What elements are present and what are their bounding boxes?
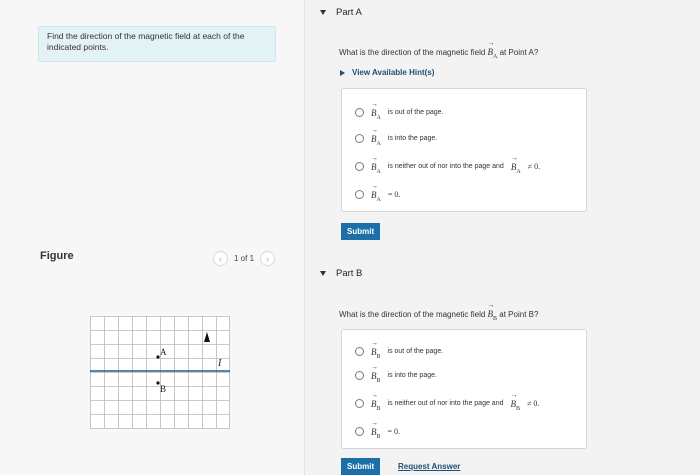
- question-text: What is the direction of the magnetic field: [339, 310, 486, 319]
- figure-panel: [0, 0, 305, 475]
- option-text: is into the page.: [387, 135, 438, 143]
- option-a-zero[interactable]: [355, 187, 400, 203]
- wire-grid-diagram: [90, 316, 230, 429]
- collapse-caret-icon: [320, 271, 326, 276]
- option-a-out[interactable]: [355, 105, 444, 121]
- b-subscript: B: [376, 353, 381, 360]
- part-b-title: Part B: [336, 268, 363, 279]
- point-b-label: B: [160, 384, 167, 394]
- b-vector-symbol: → $B_B$: [371, 396, 381, 412]
- radio-button[interactable]: [355, 371, 364, 380]
- b-vector-symbol: → $B_B$: [371, 368, 381, 384]
- question-suffix: at Point B?: [499, 310, 539, 319]
- collapse-caret-icon: [320, 10, 326, 15]
- option-b-zero[interactable]: [355, 424, 400, 440]
- option-b-neither[interactable]: [355, 396, 539, 412]
- part-a-question: [339, 44, 538, 60]
- problem-statement: [38, 26, 276, 62]
- option-a-into[interactable]: [355, 131, 437, 147]
- b-symbol: B: [487, 309, 494, 319]
- b-vector-symbol: [488, 44, 498, 60]
- b-subscript: B: [376, 433, 381, 440]
- option-math: ≠ 0.: [527, 399, 540, 409]
- part-b-options: [341, 329, 587, 449]
- option-math: = 0.: [387, 190, 401, 200]
- question-suffix: at Point A?: [499, 48, 539, 57]
- figure-pager: [213, 251, 275, 266]
- next-figure-button[interactable]: [260, 251, 275, 266]
- b-subscript: A: [493, 53, 498, 60]
- b-vector-symbol: → $B_A$: [371, 187, 381, 203]
- radio-button[interactable]: [355, 427, 364, 436]
- b-symbol: B: [487, 47, 494, 57]
- question-text: What is the direction of the magnetic field: [339, 48, 486, 57]
- part-b-question: [339, 306, 538, 322]
- radio-button[interactable]: [355, 399, 364, 408]
- b-subscript: B: [376, 405, 381, 412]
- b-vector-symbol: → $B_A$: [371, 131, 381, 147]
- option-text: is out of the page.: [387, 348, 444, 356]
- b-subscript: A: [516, 168, 521, 175]
- current-label: I: [218, 358, 222, 369]
- b-subscript: A: [376, 114, 381, 121]
- part-b-submit-button[interactable]: Submit: [341, 458, 380, 475]
- option-a-neither[interactable]: [355, 159, 540, 175]
- b-subscript: B: [376, 377, 381, 384]
- question-panel: [306, 0, 700, 475]
- b-vector-symbol: → $B_A$: [371, 159, 381, 175]
- view-hints-link[interactable]: [340, 68, 434, 77]
- problem-text: Find the direction of the magnetic field at each of the indicated points.: [47, 31, 245, 52]
- b-vector-symbol: → $B_A$: [371, 105, 381, 121]
- b-vector-symbol: → $B_B$: [511, 396, 521, 412]
- radio-button[interactable]: [355, 108, 364, 117]
- option-math: ≠ 0.: [527, 162, 541, 172]
- radio-button[interactable]: [355, 162, 364, 171]
- option-text: is neither out of nor into the page and: [387, 400, 504, 408]
- hint-label: View Available Hint(s): [352, 68, 435, 77]
- b-vector-symbol: → $B_B$: [371, 344, 381, 360]
- figure-title: Figure: [40, 250, 74, 262]
- request-answer-link[interactable]: Request Answer: [398, 462, 461, 471]
- b-subscript: B: [516, 405, 521, 412]
- expand-caret-icon: [340, 70, 345, 76]
- b-subscript: A: [376, 196, 381, 203]
- b-subscript: B: [493, 315, 498, 322]
- option-text: is into the page.: [387, 372, 437, 380]
- option-text: is out of the page.: [387, 109, 444, 117]
- radio-button[interactable]: [355, 190, 364, 199]
- prev-figure-button[interactable]: [213, 251, 228, 266]
- option-math: = 0.: [387, 427, 401, 437]
- option-b-into[interactable]: [355, 368, 437, 384]
- b-subscript: A: [376, 168, 381, 175]
- b-vector-symbol: [488, 306, 498, 322]
- part-a-header[interactable]: [320, 7, 362, 18]
- figure-image: [90, 316, 230, 429]
- part-a-submit-button[interactable]: Submit: [341, 223, 380, 240]
- chevron-right-icon: ›: [266, 253, 270, 264]
- part-b-header[interactable]: [320, 268, 362, 279]
- figure-page-count: 1 of 1: [234, 254, 255, 263]
- b-vector-symbol: → $B_B$: [371, 424, 381, 440]
- option-b-out[interactable]: [355, 344, 443, 360]
- radio-button[interactable]: [355, 134, 364, 143]
- b-vector-symbol: → $B_A$: [511, 159, 521, 175]
- option-text: is neither out of nor into the page and: [387, 163, 504, 171]
- part-a-options: [341, 88, 587, 212]
- cursor-arrow-icon: [204, 332, 210, 342]
- part-a-title: Part A: [336, 7, 362, 18]
- point-a-label: A: [160, 347, 167, 357]
- radio-button[interactable]: [355, 347, 364, 356]
- b-subscript: A: [376, 140, 381, 147]
- chevron-left-icon: ‹: [219, 253, 222, 264]
